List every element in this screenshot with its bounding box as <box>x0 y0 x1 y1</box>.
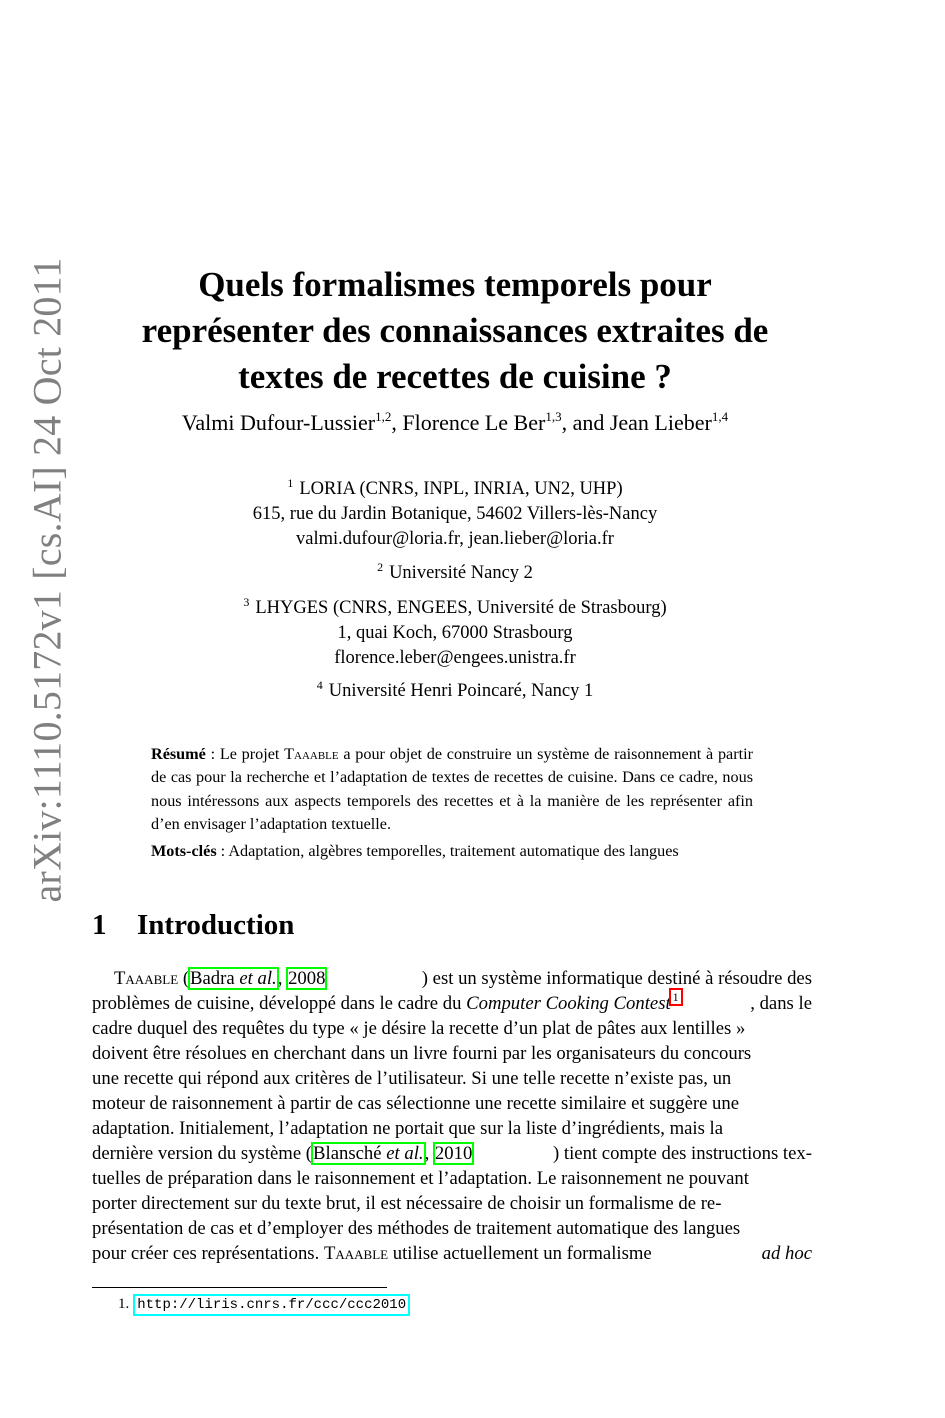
title-line: Quels formalismes temporels pour <box>198 265 712 304</box>
line-text: ) est un système informatique destiné à résoudre des <box>421 968 812 989</box>
author-list <box>92 410 818 436</box>
footnote-number: 1. <box>118 1296 130 1312</box>
author-name: Jean Lieber <box>609 410 712 435</box>
citation-badra[interactable] <box>189 968 278 989</box>
text-line <box>92 1191 812 1216</box>
text-line <box>92 1241 812 1266</box>
text-line <box>92 1141 812 1166</box>
text-line <box>92 1116 812 1141</box>
section-title: Introduction <box>137 909 295 941</box>
abstract-label: Résumé <box>151 745 206 763</box>
affil-line: 615, rue du Jardin Botanique, 54602 Villers-lès-Nancy <box>252 504 658 524</box>
line-text: , dans le <box>750 993 812 1014</box>
text-line <box>92 966 812 991</box>
author-name: Valmi Dufour-Lussier <box>181 410 376 435</box>
footnote-url-link[interactable]: http://liris.cnrs.fr/ccc/ccc2010 <box>137 1297 407 1313</box>
line-text: présentation de cas et d’employer des méthodes de traitement automatique des langues <box>92 1218 741 1239</box>
line-text: porter directement sur du texte brut, il est nécessaire de choisir un formalisme de re- <box>92 1193 722 1214</box>
affil-number: 2 <box>377 560 384 574</box>
text-line <box>92 991 812 1016</box>
keywords-list: : Adaptation, algèbres temporelles, traitement automatique des langues <box>216 842 679 861</box>
affil-email: florence.leber@engees.unistra.fr <box>334 648 576 668</box>
affil-number: 3 <box>243 595 250 609</box>
line-text: tuelles de préparation dans le raisonnement et l’adaptation. Le raisonnement ne pouvant <box>92 1168 749 1189</box>
section-number: 1 <box>92 909 107 941</box>
affil-email: valmi.dufour@loria.fr, jean.lieber@loria.fr <box>296 529 614 549</box>
italic-term: ad hoc <box>761 1243 812 1264</box>
cite-etal: et al. <box>239 968 277 989</box>
affil-line: 1, quai Koch, 67000 Strasbourg <box>337 623 573 643</box>
taaable-name: Taaable <box>114 968 179 989</box>
abstract-sep: : Le projet <box>205 745 285 763</box>
keywords-label: Mots-clés <box>151 842 217 861</box>
author-separator: , <box>391 410 403 435</box>
cite-etal: et al. <box>386 1143 424 1164</box>
footnote-1 <box>118 1296 408 1313</box>
section-heading <box>92 909 294 942</box>
text-line <box>92 1091 812 1116</box>
line-text: problèmes de cuisine, développé dans le cadre du <box>92 993 467 1014</box>
taaable-name: Taaable <box>323 1243 389 1264</box>
line-text: doivent être résolues en cherchant dans un livre fourni par les organisateurs du concours <box>92 1043 752 1064</box>
affiliation-1 <box>92 477 818 552</box>
footnote-ref-link[interactable]: 1 <box>672 990 679 1004</box>
line-text: une recette qui répond aux critères de l’utilisateur. Si une telle recette n’existe pas, un <box>92 1068 732 1089</box>
affiliation-3 <box>92 596 818 671</box>
author-affil-sup: 1,4 <box>711 409 729 424</box>
line-text: moteur de raisonnement à partir de cas sélectionne une recette similaire et suggère une <box>92 1093 740 1114</box>
affil-line: LHYGES (CNRS, ENGEES, Université de Strasbourg) <box>255 598 667 618</box>
text-line <box>92 1166 812 1191</box>
keywords <box>151 840 753 863</box>
arxiv-stamp-text: arXiv:1110.5172v1 [cs.AI] 24 Oct 2011 <box>24 257 70 903</box>
affiliation-4 <box>92 679 818 704</box>
paper-title <box>92 262 818 400</box>
text-line <box>92 1041 812 1066</box>
citation-year-2010[interactable]: 2010 <box>434 1143 473 1164</box>
abstract <box>151 743 753 863</box>
cite-author: Badra <box>190 968 240 989</box>
affiliation-2 <box>92 561 818 586</box>
taaable-name: Taaable <box>284 745 339 763</box>
paren: ( <box>178 968 190 989</box>
line-text: adaptation. Initialement, l’adaptation ne portait que sur la liste d’ingrédients, mais la <box>92 1118 724 1139</box>
affil-line: Université Henri Poincaré, Nancy 1 <box>328 681 594 701</box>
intro-paragraph <box>92 966 812 1266</box>
author-separator: , and <box>561 410 610 435</box>
citation-blansche[interactable] <box>312 1143 425 1164</box>
affil-number: 4 <box>316 678 323 692</box>
text-line <box>92 1066 812 1091</box>
contest-name: Computer Cooking Contest <box>466 993 671 1014</box>
line-text: cadre duquel des requêtes du type « je désire la recette d’un plat de pâtes aux lentilles » <box>92 1018 746 1039</box>
author-affil-sup: 1,3 <box>545 409 562 424</box>
title-line: représenter des connaissances extraites de <box>141 311 769 350</box>
arxiv-stamp <box>22 235 72 925</box>
citation-year-2008[interactable]: 2008 <box>288 968 326 989</box>
line-text: utilise actuellement un formalisme <box>388 1243 652 1264</box>
affil-number: 1 <box>287 476 294 490</box>
author-name: Florence Le Ber <box>402 410 546 435</box>
affil-line: Université Nancy 2 <box>389 563 533 583</box>
cite-sep: , <box>424 1143 434 1164</box>
text-line <box>92 1216 812 1241</box>
cite-author: Blansché <box>313 1143 387 1164</box>
cite-sep: , <box>277 968 288 989</box>
abstract-body: a pour objet de construire un système de raisonnement à partir de cas pour la recherche et l’adaptation de textes de recettes de cuisine. Dans ce cadre, nous nous intéressons aux aspects temporels des recettes et à la manière de les représenter afin d’en envisager l’adaptation textuelle. <box>151 745 753 833</box>
line-text: dernière version du système ( <box>92 1143 313 1164</box>
footnote-divider <box>92 1287 387 1288</box>
title-line: textes de recettes de cuisine ? <box>238 357 672 396</box>
affil-line: LORIA (CNRS, INPL, INRIA, UN2, UHP) <box>299 479 623 499</box>
line-text: ) tient compte des instructions tex- <box>553 1143 812 1164</box>
line-text: pour créer ces représentations. <box>92 1243 324 1264</box>
text-line <box>92 1016 812 1041</box>
author-affil-sup: 1,2 <box>375 409 392 424</box>
abstract-text <box>151 743 753 836</box>
